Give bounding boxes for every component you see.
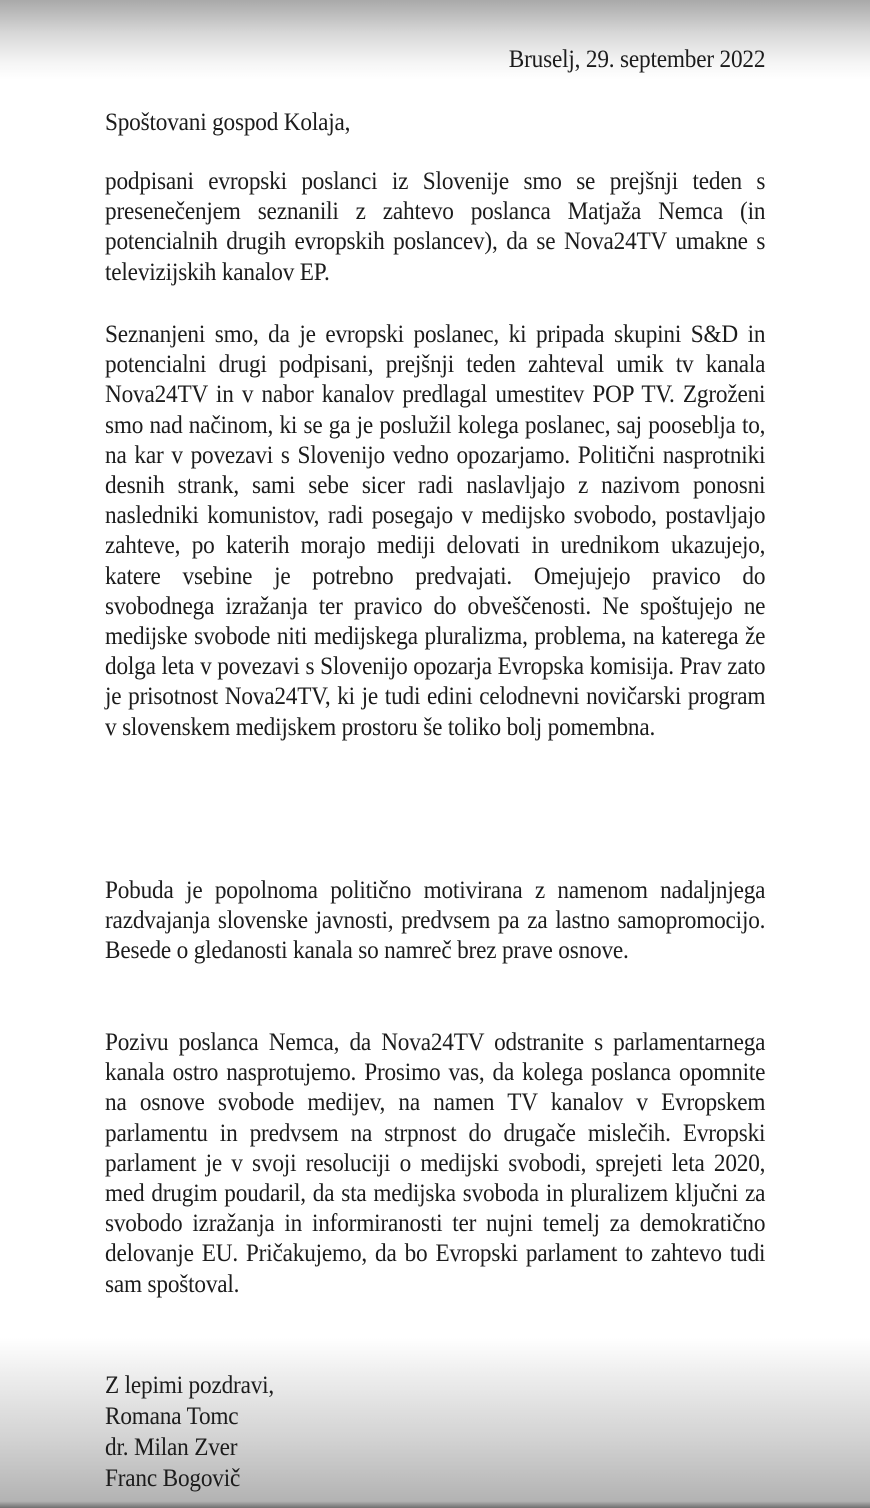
paragraph-4: Pozivu poslanca Nemca, da Nova24TV odstranite s parlamentarnega kanala ostro nasprotujemo. Prosimo vas, da kolega poslanca opomnite na osnove svobode medijev, na namen TV kanalov v Evropskem parlamentu in predvsem na strpnost do drugače mislečih. Evropski parlament je v svoji resoluciji o medijski svobodi, sprejeti leta 2020, med drugim poudaril, da sta medijska svoboda in pluralizem ključni za svobodo izražanja in informiranosti ter nujni temelj za demokratično delovanje EU. Pričakujemo, da bo Evropski parlament to zahtevo tudi sam spoštoval. xyxy=(105,1029,766,1298)
closing-block xyxy=(105,1370,274,1494)
paragraph-2: Seznanjeni smo, da je evropski poslanec, ki pripada skupini S&D in potencialni drugi podpisani, prejšnji teden zahteval umik tv kanala Nova24TV in v nabor kanalov predlagal umestitev POP TV. Zgroženi smo nad načinom, ki se ga je poslužil kolega poslanec, saj pooseblja to, na kar v povezavi s Slovenijo vedno opozarjamo. Politični nasprotniki desnih strank, sami sebe sicer radi naslavljajo z nazivom ponosni nasledniki komunistov, radi posegajo v medijsko svobodo, postavljajo zahteve, po katerih morajo mediji delovati in urednikom ukazujejo, katere vsebine je potrebno predvajati. Omejujejo pravico do svobodnega izražanja ter pravico do obveščenosti. Ne spoštujejo ne medijske svobode niti medijskega pluralizma, problema, na katerega že dolga leta v povezavi s Slovenijo opozarja Evropska komisija. Prav zato je prisotnost Nova24TV, ki je tudi edini celodnevni novičarski program v slovenskem medijskem prostoru še toliko bolj pomembna. xyxy=(105,321,766,741)
paragraph-3: Pobuda je popolnoma politično motivirana z namenom nadaljnjega razdvajanja slovenske javnosti, predvsem pa za lastno samopromocijo. Besede o gledanosti kanala so namreč brez prave osnove. xyxy=(105,877,766,965)
signatory: Franc Bogovič xyxy=(105,1465,241,1492)
paragraph-1: podpisani evropski poslanci iz Slovenije smo se prejšnji teden s presenečenjem seznanili z zahtevo poslanca Matjaža Nemca (in potencialnih drugih evropskih poslancev), da se Nova24TV umakne s televizijskih kanalov EP. xyxy=(105,168,766,286)
letter-date: Bruselj, 29. september 2022 xyxy=(508,46,766,73)
signatory: Romana Tomc xyxy=(105,1403,239,1430)
signatory: dr. Milan Zver xyxy=(105,1434,238,1461)
salutation: Spoštovani gospod Kolaja, xyxy=(105,109,351,136)
closing-greeting: Z lepimi pozdravi, xyxy=(105,1372,275,1399)
